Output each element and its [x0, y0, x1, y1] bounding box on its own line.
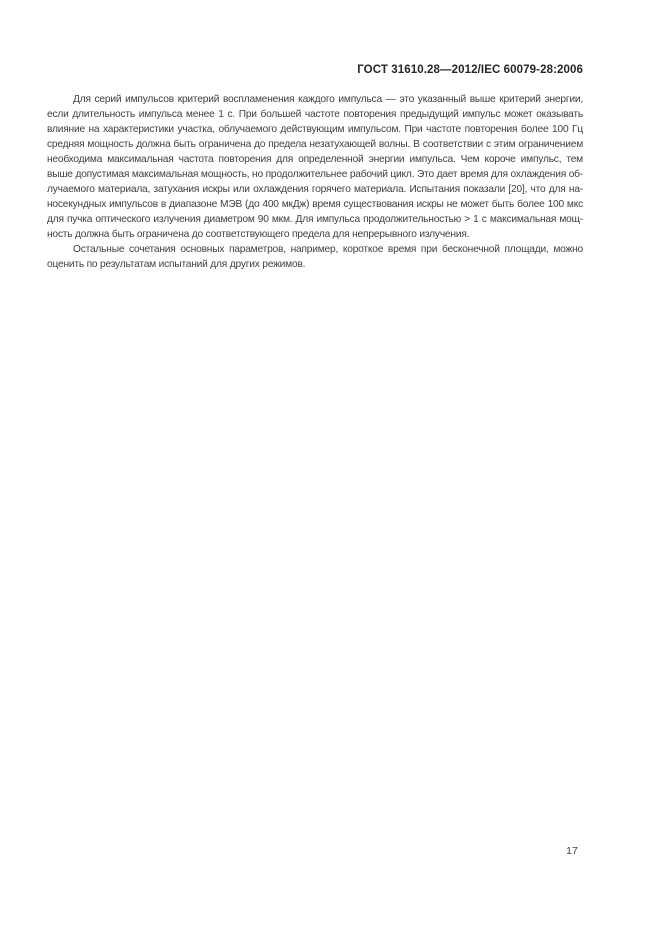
- text-line: для пучка оптического излучения диаметром 90 мкм. Для импульса продолжительностью > 1 с максимальная мощ-: [47, 214, 583, 225]
- text-line: Для серий импульсов критерий воспламенения каждого импульса — это указанный выше критерий энергии,: [73, 94, 583, 105]
- text-line: Остальные сочетания основных параметров, например, короткое время при бесконечной площади, можно: [73, 244, 583, 255]
- paragraph: [47, 92, 583, 242]
- text-line: если длительность импульса менее 1 с. При большей частоте повторения предыдущий импульс может оказывать: [47, 109, 583, 120]
- text-line: выше допустимая максимальная мощность, но продолжительнее рабочий цикл. Это дает время для охлаждения об-: [47, 169, 583, 180]
- text-line: оценить по результатам испытаний для других режимов.: [47, 259, 306, 270]
- text-line: средняя мощность должна быть ограничена до предела незатухающей волны. В соответствии с этим ограничением: [47, 139, 583, 150]
- text-line: необходима максимальная частота повторения для определенной энергии импульса. Чем короче импульс, тем: [47, 154, 583, 165]
- text-line: влияние на характеристики участка, облучаемого действующим импульсом. При частоте повторения более 100 Гц: [47, 124, 583, 135]
- paragraph: [47, 242, 583, 272]
- text-line: ность должна быть ограничена до соответствующего предела для непрерывного излучения.: [47, 229, 470, 240]
- text-line: носекундных импульсов в диапазоне МЭВ (до 400 мкДж) время существования искры не может быть более 100 мкс: [47, 199, 583, 210]
- text-line: лучаемого материала, затухания искры или охлаждения горячего материала. Испытания показали [20], что для на-: [47, 184, 583, 195]
- page-number: 17: [566, 845, 578, 857]
- body-text: [47, 92, 583, 272]
- document-header: ГОСТ 31610.28—2012/IEC 60079-28:2006: [357, 64, 583, 76]
